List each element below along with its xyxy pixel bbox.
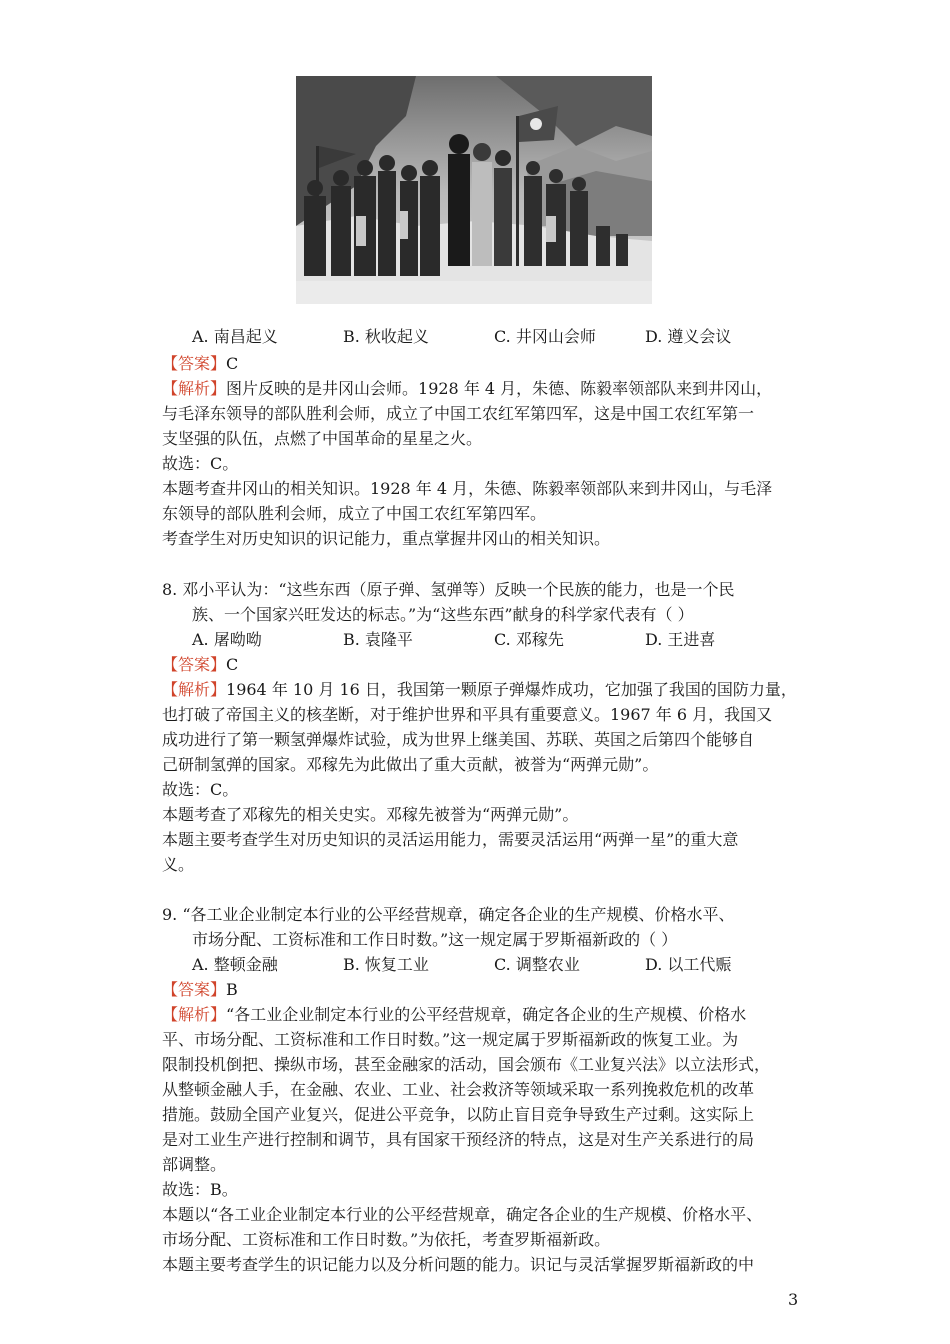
q9-analysis-line: 【解析】“各工业企业制定本行业的公平经营规章，确定各企业的生产规模、价格水: [162, 1005, 747, 1024]
page-number: 3: [788, 1290, 799, 1309]
jinggangshan-meeting-painting: [296, 76, 652, 304]
analysis-tag: 【解析】: [162, 680, 227, 699]
q7-option-d: D. 遵义会议: [645, 327, 732, 346]
q8-stem-line: 8. 邓小平认为：“这些东西（原子弹、氢弹等）反映一个民族的能力，也是一个民: [162, 580, 735, 599]
q9-analysis-line: 措施。鼓励全国产业复兴，促进公平竞争，以防止盲目竞争导致生产过剩。这实际上: [162, 1105, 755, 1124]
q9-analysis-line: 限制投机倒把、操纵市场，甚至金融家的活动，国会颁布《工业复兴法》以立法形式，: [162, 1055, 771, 1074]
q8-summary-line: 义。: [162, 855, 195, 874]
q9-stem-line: 9. “各工业企业制定本行业的公平经营规章，确定各企业的生产规模、价格水平、: [162, 905, 735, 924]
q7-option-b: B. 秋收起义: [343, 327, 429, 346]
analysis-tag: 【解析】: [162, 379, 227, 398]
q8-analysis-line: 己研制氢弹的国家。邓稼先为此做出了重大贡献，被誉为“两弹元勋”。: [162, 755, 659, 774]
q8-option-b: B. 袁隆平: [343, 630, 413, 649]
q9-option-c: C. 调整农业: [494, 955, 580, 974]
q8-choice-line: 故选：C。: [162, 780, 239, 799]
analysis-tag: 【解析】: [162, 1005, 227, 1024]
q8-analysis-line: 也打破了帝国主义的核垄断，对于维护世界和平具有重要意义。1967 年 6 月，我国又: [162, 705, 773, 724]
q9-stem-line: 市场分配、工资标准和工作日时数。”这一规定属于罗斯福新政的（ ）: [192, 930, 678, 949]
q8-summary-line: 本题主要考查学生对历史知识的灵活运用能力，需要灵活运用“两弹一星”的重大意: [162, 830, 739, 849]
q9-option-b: B. 恢复工业: [343, 955, 429, 974]
answer-tag: 【答案】: [162, 980, 227, 999]
q9-summary-line: 本题主要考查学生的识记能力以及分析问题的能力。识记与灵活掌握罗斯福新政的中: [162, 1255, 755, 1274]
q7-summary-line: 本题考查井冈山的相关知识。1928 年 4 月，朱德、陈毅率领部队来到井冈山，与毛泽: [162, 479, 773, 498]
answer-value: B: [226, 980, 238, 999]
q9-option-d: D. 以工代赈: [645, 955, 732, 974]
q9-choice-line: 故选：B。: [162, 1180, 238, 1199]
q7-summary-line: 考查学生对历史知识的识记能力，重点掌握井冈山的相关知识。: [162, 529, 611, 548]
q9-summary-line: 市场分配、工资标准和工作日时数。”为依托，考查罗斯福新政。: [162, 1230, 611, 1249]
answer-value: C: [226, 354, 239, 373]
q9-answer: [162, 980, 238, 1000]
answer-value: C: [226, 655, 239, 674]
answer-tag: 【答案】: [162, 655, 227, 674]
q8-option-d: D. 王进喜: [645, 630, 716, 649]
q8-option-a: A. 屠呦呦: [192, 630, 262, 649]
q8-stem-line: 族、一个国家兴旺发达的标志。”为“这些东西”献身的科学家代表有（ ）: [192, 605, 694, 624]
q7-option-c: C. 井冈山会师: [494, 327, 596, 346]
q7-option-a: A. 南昌起义: [192, 327, 278, 346]
q8-analysis-line: 【解析】1964 年 10 月 16 日，我国第一颗原子弹爆炸成功，它加强了我国的国防力量，: [162, 680, 797, 699]
q7-analysis-line: 支坚强的队伍，点燃了中国革命的星星之火。: [162, 429, 483, 448]
q9-summary-line: 本题以“各工业企业制定本行业的公平经营规章，确定各企业的生产规模、价格水平、: [162, 1205, 763, 1224]
q7-analysis-line: 【解析】图片反映的是井冈山会师。1928 年 4 月，朱德、陈毅率领部队来到井冈山，: [162, 379, 773, 398]
answer-tag: 【答案】: [162, 354, 227, 373]
q9-analysis-line: 部调整。: [162, 1155, 227, 1174]
q8-answer: [162, 655, 238, 675]
q8-analysis-line: 成功进行了第一颗氢弹爆炸试验，成为世界上继美国、苏联、英国之后第四个能够自: [162, 730, 755, 749]
q8-option-c: C. 邓稼先: [494, 630, 564, 649]
q7-choice-line: 故选：C。: [162, 454, 239, 473]
q9-analysis-line: 是对工业生产进行控制和调节，具有国家干预经济的特点，这是对生产关系进行的局: [162, 1130, 755, 1149]
q9-option-a: A. 整顿金融: [192, 955, 278, 974]
q7-answer: [162, 354, 238, 374]
q7-analysis-line: 与毛泽东领导的部队胜利会师，成立了中国工农红军第四军，这是中国工农红军第一: [162, 404, 755, 423]
q9-analysis-line: 平、市场分配、工资标准和工作日时数。”这一规定属于罗斯福新政的恢复工业。为: [162, 1030, 739, 1049]
q7-summary-line: 东领导的部队胜利会师，成立了中国工农红军第四军。: [162, 504, 547, 523]
q9-analysis-line: 从整顿金融人手，在金融、农业、工业、社会救济等领域采取一系列挽救危机的改革: [162, 1080, 755, 1099]
q8-summary-line: 本题考查了邓稼先的相关史实。邓稼先被誉为“两弹元勋”。: [162, 805, 579, 824]
